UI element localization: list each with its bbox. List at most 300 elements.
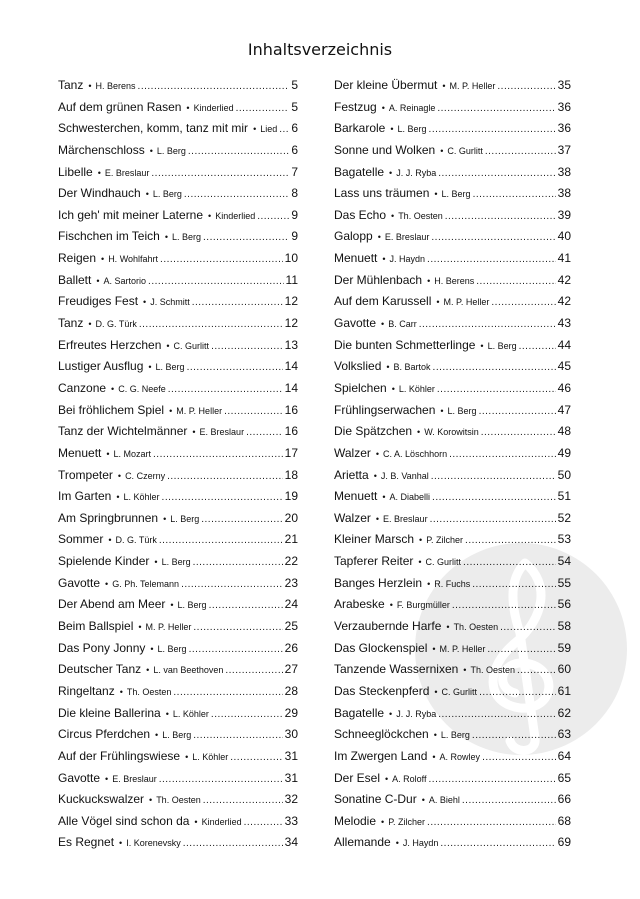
composer: • E. Breslaur bbox=[98, 163, 150, 184]
dot-leader bbox=[188, 141, 289, 162]
page-number: 65 bbox=[557, 770, 571, 785]
page-number: 14 bbox=[284, 359, 298, 374]
toc-entry bbox=[58, 768, 298, 790]
toc-entry bbox=[334, 768, 571, 790]
page-number: 56 bbox=[557, 597, 571, 612]
dot-leader bbox=[153, 444, 283, 465]
dot-leader bbox=[184, 184, 289, 205]
dot-leader bbox=[279, 119, 289, 140]
piece-title: Der Esel bbox=[334, 770, 381, 785]
toc-entry bbox=[58, 724, 298, 746]
piece-title: Tanz bbox=[58, 316, 84, 331]
piece-title: Tanz bbox=[58, 78, 84, 92]
composer: • L. Berg bbox=[434, 184, 470, 205]
toc-right-column bbox=[334, 75, 571, 854]
dot-leader bbox=[427, 249, 556, 270]
composer: • Kinderlied bbox=[186, 98, 233, 119]
piece-title: Reigen bbox=[58, 251, 97, 266]
dot-leader bbox=[485, 141, 556, 162]
dot-leader bbox=[189, 639, 283, 660]
page-number: 29 bbox=[284, 705, 298, 720]
page-number: 43 bbox=[557, 316, 571, 331]
page-title: Inhaltsverzeichnis bbox=[247, 40, 393, 59]
dot-leader bbox=[429, 119, 556, 140]
page-number: 12 bbox=[284, 294, 298, 309]
toc-entry bbox=[334, 465, 571, 487]
toc-entry bbox=[334, 659, 571, 681]
piece-title: Die Spätzchen bbox=[334, 424, 413, 439]
piece-title: Auf dem Karussell bbox=[334, 294, 432, 309]
page-number: 39 bbox=[557, 207, 571, 222]
dot-leader bbox=[479, 682, 556, 703]
toc-entry bbox=[334, 551, 571, 573]
composer: • Th. Oesten bbox=[463, 660, 515, 681]
composer: • E. Breslaur bbox=[105, 769, 157, 790]
piece-title: Lustiger Ausflug bbox=[58, 359, 144, 374]
toc-entry bbox=[58, 703, 298, 725]
page-number: 35 bbox=[557, 78, 571, 92]
toc-entry bbox=[334, 529, 571, 551]
page-number: 41 bbox=[557, 251, 571, 266]
dot-leader bbox=[192, 292, 283, 313]
piece-title: Tanzende Wassernixen bbox=[334, 662, 459, 677]
dot-leader bbox=[168, 379, 283, 400]
composer: • A. Diabelli bbox=[382, 487, 430, 508]
dot-leader bbox=[491, 292, 555, 313]
composer: • L. van Beethoven bbox=[146, 660, 223, 681]
dot-leader bbox=[203, 790, 283, 811]
composer: • E. Breslaur bbox=[192, 422, 244, 443]
piece-title: Der Mühlenbach bbox=[334, 272, 423, 287]
toc-entry bbox=[334, 421, 571, 443]
dot-leader bbox=[445, 206, 556, 227]
toc-entry bbox=[58, 659, 298, 681]
page-number: 59 bbox=[557, 640, 571, 655]
piece-title: Walzer bbox=[334, 445, 371, 460]
piece-title: Am Springbrunnen bbox=[58, 510, 159, 525]
toc-entry bbox=[58, 205, 298, 227]
piece-title: Menuett bbox=[334, 489, 378, 504]
piece-title: Der Abend am Meer bbox=[58, 597, 166, 612]
dot-leader bbox=[517, 660, 556, 681]
dot-leader bbox=[173, 682, 282, 703]
page-number: 9 bbox=[291, 229, 298, 244]
page-number: 12 bbox=[284, 316, 298, 331]
piece-title: Auf dem grünen Rasen bbox=[58, 99, 182, 114]
composer: • Kinderlied bbox=[208, 206, 255, 227]
composer: • L. Berg bbox=[165, 227, 201, 248]
toc-entry bbox=[58, 183, 298, 205]
piece-title: Tanz der Wichtelmänner bbox=[58, 424, 188, 439]
dot-leader bbox=[476, 271, 555, 292]
toc-entry bbox=[334, 811, 571, 833]
composer: • Th. Oesten bbox=[120, 682, 172, 703]
composer: • L. Berg bbox=[148, 357, 184, 378]
piece-title: Märchenschloss bbox=[58, 142, 145, 157]
composer: • P. Zilcher bbox=[381, 812, 425, 833]
composer: • L. Köhler bbox=[166, 704, 209, 725]
page-number: 62 bbox=[557, 705, 571, 720]
piece-title: Gavotte bbox=[334, 316, 377, 331]
page-number: 21 bbox=[284, 532, 298, 547]
toc-entry bbox=[58, 75, 298, 97]
composer: • A. Rowley bbox=[432, 747, 480, 768]
page-number: 16 bbox=[284, 424, 298, 439]
toc-entry bbox=[334, 356, 571, 378]
dot-leader bbox=[437, 98, 555, 119]
dot-leader bbox=[452, 595, 556, 616]
page-number: 66 bbox=[557, 792, 571, 807]
toc-entry bbox=[58, 356, 298, 378]
toc-entry bbox=[58, 291, 298, 313]
composer: • L. Berg bbox=[150, 141, 186, 162]
toc-entry bbox=[334, 789, 571, 811]
toc-entry bbox=[58, 140, 298, 162]
dot-leader bbox=[139, 314, 283, 335]
piece-title: Die bunten Schmetterlinge bbox=[334, 337, 476, 352]
dot-leader bbox=[181, 574, 283, 595]
piece-title: Arietta bbox=[334, 467, 369, 482]
composer: • J. J. Ryba bbox=[389, 704, 436, 725]
dot-leader bbox=[519, 336, 556, 357]
composer: • M. P. Heller bbox=[432, 639, 485, 660]
page-number: 13 bbox=[284, 337, 298, 352]
dot-leader bbox=[419, 314, 556, 335]
piece-title: Das Pony Jonny bbox=[58, 640, 146, 655]
composer: • J. J. Ryba bbox=[389, 163, 436, 184]
piece-title: Bagatelle bbox=[334, 705, 385, 720]
dot-leader bbox=[437, 379, 556, 400]
toc-entry bbox=[58, 486, 298, 508]
dot-leader bbox=[462, 790, 556, 811]
composer: • C. Czerny bbox=[118, 466, 165, 487]
piece-title: Melodie bbox=[334, 813, 377, 828]
composer: • H. Berens bbox=[88, 76, 135, 97]
piece-title: Volkslied bbox=[334, 359, 382, 374]
piece-title: Fischchen im Teich bbox=[58, 229, 160, 244]
toc-entry bbox=[334, 97, 571, 119]
composer: • C. Gurlitt bbox=[434, 682, 477, 703]
composer: • A. Sartorio bbox=[96, 271, 146, 292]
dot-leader bbox=[440, 833, 555, 854]
composer: • C. A. Löschhorn bbox=[376, 444, 447, 465]
piece-title: Das Steckenpferd bbox=[334, 683, 430, 698]
page-number: 17 bbox=[284, 445, 298, 460]
piece-title: Arabeske bbox=[334, 597, 385, 612]
piece-title: Spielende Kinder bbox=[58, 554, 150, 569]
composer: • L. Berg bbox=[434, 725, 470, 746]
piece-title: Canzone bbox=[58, 380, 107, 395]
composer: • F. Burgmüller bbox=[390, 595, 450, 616]
piece-title: Banges Herzlein bbox=[334, 575, 423, 590]
page-number: 64 bbox=[557, 748, 571, 763]
piece-title: Sonne und Wolken bbox=[334, 142, 436, 157]
toc-entry bbox=[334, 270, 571, 292]
composer: • B. Bartok bbox=[386, 357, 430, 378]
piece-title: Freudiges Fest bbox=[58, 294, 139, 309]
composer: • L. Berg bbox=[480, 336, 516, 357]
page-number: 10 bbox=[284, 251, 298, 266]
composer: • M. P. Heller bbox=[169, 401, 222, 422]
page-number: 11 bbox=[285, 272, 298, 287]
composer: • M. P. Heller bbox=[436, 292, 489, 313]
toc-entry bbox=[334, 616, 571, 638]
toc-entry bbox=[334, 703, 571, 725]
composer: • D. G. Türk bbox=[108, 530, 157, 551]
toc-entry bbox=[58, 335, 298, 357]
dot-leader bbox=[449, 444, 556, 465]
composer: • L. Köhler bbox=[185, 747, 228, 768]
toc-entry bbox=[334, 443, 571, 465]
dot-leader bbox=[427, 812, 556, 833]
composer: • E. Breslaur bbox=[376, 509, 428, 530]
page-number: 58 bbox=[557, 619, 571, 634]
page-number: 42 bbox=[557, 272, 571, 287]
composer: • H. Wohlfahrt bbox=[101, 249, 158, 270]
composer: • C. Gurlitt bbox=[418, 552, 461, 573]
composer: • P. Zilcher bbox=[419, 530, 463, 551]
toc-entry bbox=[58, 443, 298, 465]
dot-leader bbox=[203, 227, 289, 248]
composer: • L. Köhler bbox=[392, 379, 435, 400]
piece-title: Sonatine C-Dur bbox=[334, 792, 417, 807]
page-number: 51 bbox=[557, 489, 571, 504]
page-number: 32 bbox=[284, 792, 298, 807]
piece-title: Deutscher Tanz bbox=[58, 662, 142, 677]
page-number: 37 bbox=[557, 142, 571, 157]
toc-entry bbox=[334, 75, 571, 97]
piece-title: Spielchen bbox=[334, 380, 387, 395]
dot-leader bbox=[183, 833, 283, 854]
dot-leader bbox=[482, 747, 556, 768]
piece-title: Das Glockenspiel bbox=[334, 640, 428, 655]
composer: • Th. Oesten bbox=[391, 206, 443, 227]
page-number: 49 bbox=[557, 445, 571, 460]
page-number: 52 bbox=[557, 510, 571, 525]
composer: • L. Köhler bbox=[116, 487, 159, 508]
page-number: 27 bbox=[284, 662, 298, 677]
dot-leader bbox=[160, 249, 283, 270]
composer: • L. Berg bbox=[390, 119, 426, 140]
toc-entry bbox=[58, 573, 298, 595]
piece-title: Tapferer Reiter bbox=[334, 554, 414, 569]
composer: • J. Schmitt bbox=[143, 292, 190, 313]
page-number: 69 bbox=[557, 835, 571, 850]
piece-title: Galopp bbox=[334, 229, 373, 244]
page-number: 26 bbox=[284, 640, 298, 655]
piece-title: Die kleine Ballerina bbox=[58, 705, 161, 720]
composer: • A. Biehl bbox=[422, 790, 460, 811]
toc-entry bbox=[58, 638, 298, 660]
toc-entry bbox=[58, 529, 298, 551]
piece-title: Erfreutes Herzchen bbox=[58, 337, 162, 352]
page-number: 33 bbox=[284, 813, 298, 828]
toc-entry bbox=[58, 616, 298, 638]
toc-entry bbox=[58, 811, 298, 833]
page-number: 20 bbox=[284, 510, 298, 525]
page-number: 45 bbox=[557, 359, 571, 374]
dot-leader bbox=[187, 357, 283, 378]
piece-title: Menuett bbox=[334, 251, 378, 266]
page-number: 38 bbox=[557, 164, 571, 179]
composer: • H. Berens bbox=[427, 271, 474, 292]
piece-title: Der Windhauch bbox=[58, 186, 141, 201]
dot-leader bbox=[193, 552, 283, 573]
piece-title: Barkarole bbox=[334, 121, 386, 136]
piece-title: Beim Ballspiel bbox=[58, 619, 134, 634]
toc-entry bbox=[58, 789, 298, 811]
dot-leader bbox=[429, 769, 556, 790]
toc-entry bbox=[334, 724, 571, 746]
piece-title: Das Echo bbox=[334, 207, 387, 222]
composer: • L. Berg bbox=[440, 401, 476, 422]
page-number: 30 bbox=[284, 727, 298, 742]
composer: • I. Korenevsky bbox=[119, 833, 181, 854]
piece-title: Circus Pferdchen bbox=[58, 727, 151, 742]
dot-leader bbox=[151, 163, 289, 184]
composer: • B. Carr bbox=[381, 314, 417, 335]
dot-leader bbox=[473, 184, 556, 205]
dot-leader bbox=[193, 725, 282, 746]
piece-title: Schneeglöckchen bbox=[334, 727, 429, 742]
piece-title: Verzaubernde Harfe bbox=[334, 619, 442, 634]
composer: • R. Fuchs bbox=[427, 574, 470, 595]
toc-entry bbox=[58, 378, 298, 400]
dot-leader bbox=[481, 422, 556, 443]
piece-title: Ballett bbox=[58, 272, 92, 287]
toc-entry bbox=[58, 97, 298, 119]
composer: • G. Ph. Telemann bbox=[105, 574, 179, 595]
composer: • L. Berg bbox=[163, 509, 199, 530]
dot-leader bbox=[167, 466, 283, 487]
toc-entry bbox=[334, 313, 571, 335]
toc-entry bbox=[58, 226, 298, 248]
piece-title: Kleiner Marsch bbox=[334, 532, 415, 547]
piece-title: Der kleine Übermut bbox=[334, 78, 438, 92]
composer: • C. Gurlitt bbox=[440, 141, 483, 162]
toc-entry bbox=[334, 335, 571, 357]
composer: • M. P. Heller bbox=[138, 617, 191, 638]
toc-entry bbox=[58, 508, 298, 530]
composer: • A. Reinagle bbox=[382, 98, 436, 119]
composer: • L. Berg bbox=[154, 552, 190, 573]
page-number: 48 bbox=[557, 424, 571, 439]
dot-leader bbox=[500, 617, 556, 638]
dot-leader bbox=[472, 725, 556, 746]
page-number: 19 bbox=[284, 489, 298, 504]
page-number: 60 bbox=[557, 662, 571, 677]
composer: • Kinderlied bbox=[194, 812, 241, 833]
page-number: 54 bbox=[557, 554, 571, 569]
composer: • C. Gurlitt bbox=[166, 336, 209, 357]
page-number: 25 bbox=[284, 619, 298, 634]
page-number: 34 bbox=[284, 835, 298, 850]
toc-entry bbox=[334, 681, 571, 703]
composer: • Th. Oesten bbox=[149, 790, 201, 811]
dot-leader bbox=[497, 76, 555, 97]
dot-leader bbox=[224, 401, 283, 422]
dot-leader bbox=[487, 639, 555, 660]
page-number: 9 bbox=[291, 207, 298, 222]
composer: • Th. Oesten bbox=[446, 617, 498, 638]
dot-leader bbox=[431, 227, 555, 248]
page-number: 63 bbox=[557, 727, 571, 742]
toc-entry bbox=[334, 140, 571, 162]
dot-leader bbox=[244, 812, 283, 833]
piece-title: Kuckuckswalzer bbox=[58, 792, 145, 807]
toc-entry bbox=[58, 162, 298, 184]
page-number: 18 bbox=[284, 467, 298, 482]
page-number: 14 bbox=[284, 380, 298, 395]
toc-entry bbox=[58, 400, 298, 422]
piece-title: Walzer bbox=[334, 510, 371, 525]
dot-leader bbox=[472, 574, 555, 595]
page-number: 55 bbox=[557, 575, 571, 590]
composer: • W. Korowitsin bbox=[417, 422, 479, 443]
page-number: 53 bbox=[557, 532, 571, 547]
dot-leader bbox=[463, 552, 556, 573]
dot-leader bbox=[159, 769, 283, 790]
dot-leader bbox=[433, 357, 556, 378]
page-number: 6 bbox=[291, 142, 298, 157]
page-number: 38 bbox=[557, 186, 571, 201]
page-number: 36 bbox=[557, 99, 571, 114]
toc-entry bbox=[334, 248, 571, 270]
toc-entry bbox=[334, 486, 571, 508]
composer: • D. G. Türk bbox=[88, 314, 137, 335]
page-number: 31 bbox=[284, 770, 298, 785]
toc-entry bbox=[58, 118, 298, 140]
piece-title: Im Garten bbox=[58, 489, 112, 504]
composer: • L. Berg bbox=[155, 725, 191, 746]
dot-leader bbox=[201, 509, 282, 530]
page-number: 28 bbox=[284, 683, 298, 698]
piece-title: Gavotte bbox=[58, 770, 101, 785]
dot-leader bbox=[465, 530, 556, 551]
composer: • A. Roloff bbox=[385, 769, 427, 790]
composer: • E. Breslaur bbox=[378, 227, 430, 248]
dot-leader bbox=[431, 466, 556, 487]
toc-entry bbox=[334, 378, 571, 400]
toc-entry bbox=[334, 291, 571, 313]
composer: • L. Berg bbox=[170, 595, 206, 616]
dot-leader bbox=[138, 76, 290, 97]
page-number: 6 bbox=[291, 121, 298, 136]
composer: • M. P. Heller bbox=[442, 76, 495, 97]
toc-entry bbox=[334, 746, 571, 768]
piece-title: Festzug bbox=[334, 99, 377, 114]
composer: • L. Mozart bbox=[106, 444, 151, 465]
toc-entry bbox=[58, 832, 298, 854]
dot-leader bbox=[438, 163, 555, 184]
page-number: 7 bbox=[291, 164, 298, 179]
toc-entry bbox=[58, 248, 298, 270]
dot-leader bbox=[225, 660, 282, 681]
dot-leader bbox=[430, 509, 556, 530]
composer: • J. B. Vanhal bbox=[374, 466, 429, 487]
piece-title: Allemande bbox=[334, 835, 391, 850]
piece-title: Es Regnet bbox=[58, 835, 115, 850]
toc-entry bbox=[334, 573, 571, 595]
page-number: 22 bbox=[284, 554, 298, 569]
piece-title: Libelle bbox=[58, 164, 93, 179]
dot-leader bbox=[193, 617, 282, 638]
piece-title: Bei fröhlichem Spiel bbox=[58, 402, 165, 417]
toc-entry bbox=[334, 832, 571, 854]
dot-leader bbox=[162, 487, 283, 508]
piece-title: Lass uns träumen bbox=[334, 186, 430, 201]
page-number: 47 bbox=[557, 402, 571, 417]
